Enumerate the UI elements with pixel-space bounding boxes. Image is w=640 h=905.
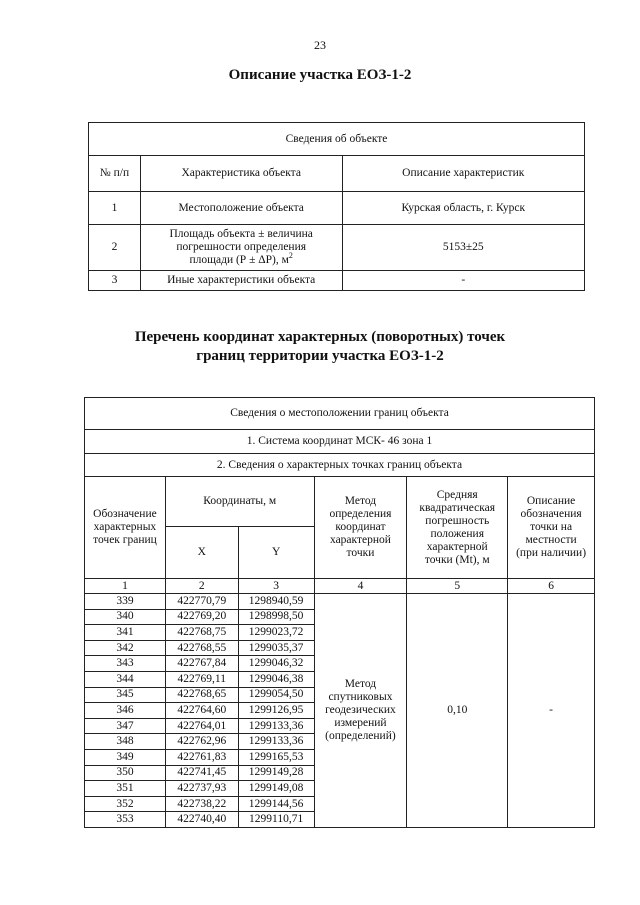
- point-x: 422764,60: [165, 703, 238, 719]
- point-id: 350: [85, 765, 166, 781]
- point-y: 1299035,37: [238, 640, 314, 656]
- point-id: 349: [85, 749, 166, 765]
- header-coordinates: Координаты, м: [165, 477, 314, 527]
- page-number: 23: [314, 38, 326, 52]
- point-id: 342: [85, 640, 166, 656]
- header-point-designation: Обозначение характерных точек границ: [85, 477, 166, 579]
- area-label-line: Площадь объекта ± величина: [169, 228, 313, 240]
- point-id: 351: [85, 781, 166, 797]
- header-x: X: [165, 527, 238, 579]
- point-description-value: -: [508, 594, 595, 828]
- point-id: 347: [85, 718, 166, 734]
- point-id: 340: [85, 609, 166, 625]
- point-x: 422768,75: [165, 625, 238, 641]
- point-x: 422768,65: [165, 687, 238, 703]
- coordinates-title: [0, 328, 640, 366]
- point-x: 422769,11: [165, 671, 238, 687]
- coordinates-table: [84, 397, 595, 828]
- point-id: 339: [85, 594, 166, 610]
- point-y: 1299023,72: [238, 625, 314, 641]
- row-num: 3: [89, 271, 141, 291]
- column-number: 1: [85, 579, 166, 594]
- header-description: Описание характеристик: [342, 156, 584, 192]
- point-x: 422741,45: [165, 765, 238, 781]
- point-y: 1299054,50: [238, 687, 314, 703]
- point-y: 1299110,71: [238, 812, 314, 828]
- point-y: 1299144,56: [238, 796, 314, 812]
- section-title: Описание участка ЕОЗ-1-2: [228, 67, 412, 83]
- point-id: 348: [85, 734, 166, 750]
- location-caption: Сведения о местоположении границ объекта: [85, 398, 595, 430]
- row-description: Курская область, г. Курск: [342, 192, 584, 225]
- point-y: 1299149,08: [238, 781, 314, 797]
- row-characteristic: Иные характеристики объекта: [140, 271, 342, 291]
- row-num: 2: [89, 225, 141, 271]
- point-y: 1299126,95: [238, 703, 314, 719]
- point-x: 422740,40: [165, 812, 238, 828]
- column-number: 6: [508, 579, 595, 594]
- point-y: 1298940,59: [238, 594, 314, 610]
- area-label-line: [143, 251, 340, 267]
- column-number: 3: [238, 579, 314, 594]
- error-value: 0,10: [407, 594, 508, 828]
- point-id: 352: [85, 796, 166, 812]
- point-x: 422737,93: [165, 781, 238, 797]
- row-num: 1: [89, 192, 141, 225]
- point-x: 422764,01: [165, 718, 238, 734]
- row-description: 5153±25: [342, 225, 584, 271]
- area-label-text: площади (Р ± ΔР), м: [189, 254, 289, 266]
- method-cell: Метод спутниковых геодезических измерений (определений): [314, 594, 407, 828]
- object-info-caption: Сведения об объекте: [89, 123, 585, 156]
- point-x: 422769,20: [165, 609, 238, 625]
- area-unit-superscript: 2: [288, 251, 293, 261]
- row-characteristic: Местоположение объекта: [140, 192, 342, 225]
- point-id: 344: [85, 671, 166, 687]
- header-characteristic: Характеристика объекта: [140, 156, 342, 192]
- object-info-table: [88, 122, 585, 291]
- row-characteristic: [140, 225, 342, 271]
- point-row: [85, 594, 595, 610]
- row-description: -: [342, 271, 584, 291]
- coordinates-title-line: Перечень координат характерных (поворотных) точек: [134, 329, 506, 345]
- column-number: 4: [314, 579, 407, 594]
- area-label-line: погрешности определения: [176, 241, 307, 253]
- point-id: 353: [85, 812, 166, 828]
- header-y: Y: [238, 527, 314, 579]
- point-x: 422738,22: [165, 796, 238, 812]
- coordinates-title-line: границ территории участка ЕОЗ-1-2: [196, 348, 444, 364]
- points-caption: 2. Сведения о характерных точках границ объекта: [85, 454, 595, 477]
- column-number: 2: [165, 579, 238, 594]
- point-x: 422767,84: [165, 656, 238, 672]
- point-y: 1299165,53: [238, 749, 314, 765]
- point-id: 346: [85, 703, 166, 719]
- point-y: 1299046,32: [238, 656, 314, 672]
- point-x: 422768,55: [165, 640, 238, 656]
- header-method: Метод определения координат характерной точки: [314, 477, 407, 579]
- column-number: 5: [407, 579, 508, 594]
- point-x: 422770,79: [165, 594, 238, 610]
- point-y: 1299149,28: [238, 765, 314, 781]
- header-num: № п/п: [89, 156, 141, 192]
- point-id: 345: [85, 687, 166, 703]
- point-y: 1298998,50: [238, 609, 314, 625]
- coordinate-system: 1. Система координат МСК- 46 зона 1: [85, 430, 595, 454]
- point-x: 422762,96: [165, 734, 238, 750]
- header-point-description: Описание обозначения точки на местности (при наличии): [508, 477, 595, 579]
- point-y: 1299133,36: [238, 718, 314, 734]
- header-error: Средняя квадратическая погрешность положения характерной точки (Mt), м: [407, 477, 508, 579]
- point-x: 422761,83: [165, 749, 238, 765]
- point-y: 1299133,36: [238, 734, 314, 750]
- point-y: 1299046,38: [238, 671, 314, 687]
- point-id: 341: [85, 625, 166, 641]
- point-id: 343: [85, 656, 166, 672]
